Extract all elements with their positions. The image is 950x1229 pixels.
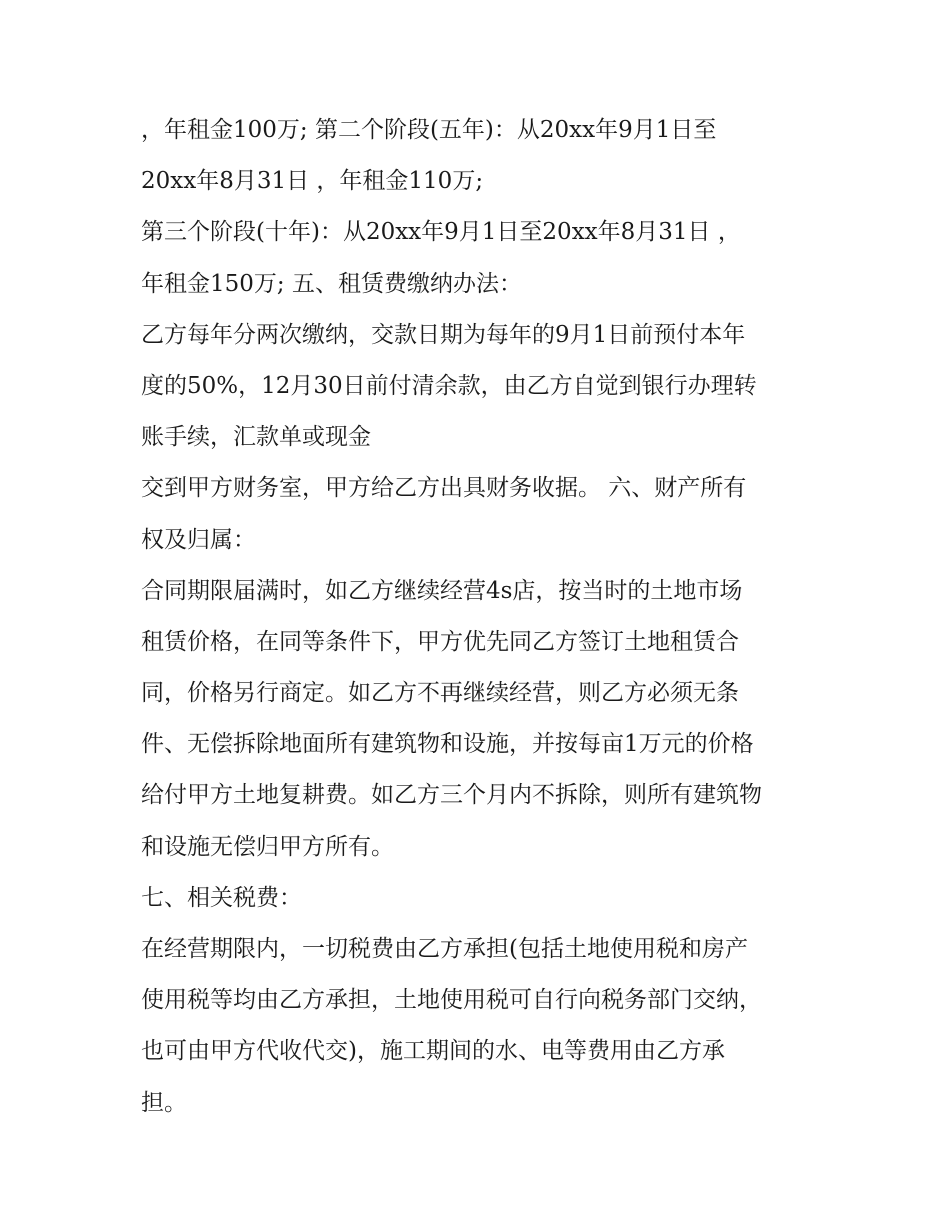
text-line: ，年租金100万; 第二个阶段(五年)：从20xx年9月1日至 — [141, 117, 717, 143]
text-line: 也可由甲方代收代交)，施工期间的水、电等费用由乙方承 — [141, 1038, 725, 1065]
text-line: 给付甲方土地复耕费。如乙方三个月内不拆除，则所有建筑物 — [141, 782, 762, 809]
text-line: 度的50%，12月30日前付清余款，由乙方自觉到银行办理转 — [141, 372, 757, 399]
text-line: 使用税等均由乙方承担，土地使用税可自行向税务部门交纳， — [141, 987, 762, 1014]
text-line: 第三个阶段(十年)：从20xx年9月1日至20xx年8月31日 ， — [141, 219, 741, 246]
text-line: 同，价格另行商定。如乙方不再继续经营，则乙方必须无条 — [141, 680, 739, 707]
text-line: 20xx年8月31日 ，年租金110万; — [141, 168, 484, 195]
text-line: 账手续，汇款单或现金 — [141, 424, 371, 451]
text-line: 乙方每年分两次缴纳，交款日期为每年的9月1日前预付本年 — [141, 321, 746, 348]
text-line: 件、无偿拆除地面所有建筑物和设施，并按每亩1万元的价格 — [141, 731, 754, 758]
document-body — [141, 110, 831, 1134]
text-line: 合同期限届满时，如乙方继续经营4s店，按当时的土地市场 — [141, 577, 743, 604]
text-line: 租赁价格，在同等条件下，甲方优先同乙方签订土地租赁合 — [141, 628, 739, 655]
text-line: 担。 — [141, 1089, 187, 1116]
text-line: 七、相关税费： — [141, 884, 302, 911]
text-line: 年租金150万; 五、租赁费缴纳办法： — [141, 270, 522, 297]
text-line: 交到甲方财务室，甲方给乙方出具财务收据。 六、财产所有 — [141, 475, 747, 502]
text-line: 在经营期限内，一切税费由乙方承担(包括土地使用税和房产 — [141, 936, 748, 962]
text-line: 和设施无偿归甲方所有。 — [141, 833, 394, 860]
text-line: 权及归属： — [141, 526, 256, 553]
